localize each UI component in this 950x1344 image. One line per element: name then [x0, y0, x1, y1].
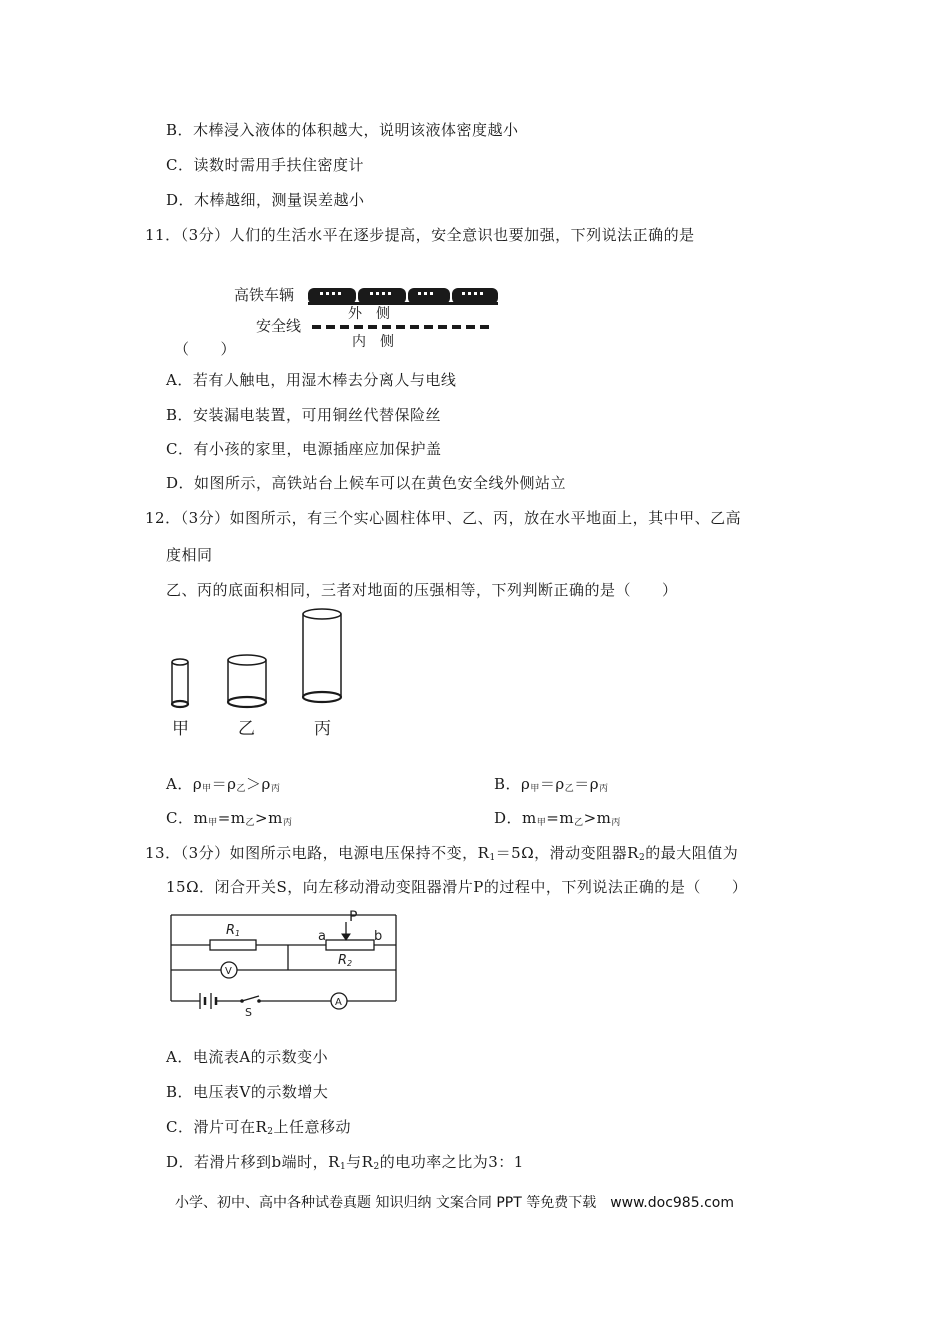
battery-icon [200, 993, 216, 1009]
q12-option-a: A．$\rho_甲=\rho_乙>\rho_丙$ [166, 775, 281, 794]
q11-answer-blank: （ ） [174, 340, 237, 358]
q12-option-d: D．$m_甲=m_乙>m_丙$ [494, 809, 621, 828]
cylinder-jia [172, 659, 188, 707]
resistor-r2 [326, 940, 374, 950]
voltmeter-label: V [225, 966, 232, 977]
q13-stem-line1: 13．（3分）如图所示电路，电源电压保持不变，$R_1=5\Omega$，滑动变阻器$R_2$的最大阻值为 [145, 844, 739, 863]
label-jia: 甲 [172, 719, 189, 739]
r2-label: R2 [338, 953, 353, 968]
train-label: 高铁车辆 [234, 286, 295, 304]
ammeter-label: A [335, 997, 342, 1008]
cylinder-bing [303, 609, 341, 702]
q10-option-c: C．读数时需用手扶住密度计 [166, 156, 364, 174]
q11-option-a: A．若有人触电，用湿木棒去分离人与电线 [166, 371, 457, 389]
q11-stem: 11．（3分）人们的生活水平在逐步提高，安全意识也要加强，下列说法正确的是 [145, 226, 695, 244]
a-label: a [318, 929, 326, 944]
q12-option-c: C．$m_甲=m_乙>m_丙$ [166, 809, 293, 828]
q13-option-b: B．电压表V的示数增大 [166, 1083, 329, 1101]
label-bing: 丙 [314, 719, 331, 739]
q10-option-d: D．木棒越细，测量误差越小 [166, 191, 365, 209]
b-label: b [374, 929, 383, 944]
resistor-r1 [210, 940, 256, 950]
r1-label: R1 [226, 923, 241, 938]
train-cars-icon [308, 288, 498, 305]
cylinder-yi [228, 655, 266, 707]
outer-side-label: 外 侧 [348, 306, 390, 322]
high-speed-rail-figure [230, 278, 510, 358]
q13-option-c: C．滑片可在$R_2$上任意移动 [166, 1118, 352, 1137]
q11-option-c: C．有小孩的家里，电源插座应加保护盖 [166, 440, 442, 458]
label-yi: 乙 [238, 719, 255, 739]
q10-option-b: B．木棒浸入液体的体积越大，说明该液体密度越小 [166, 121, 519, 139]
q12-stem-line3: 乙、丙的底面积相同，三者对地面的压强相等，下列判断正确的是（ ） [166, 581, 678, 599]
safety-line-label: 安全线 [256, 317, 302, 335]
q12-stem-line2: 度相同 [166, 546, 213, 564]
q12-stem-line1: 12．（3分）如图所示，有三个实心圆柱体甲、乙、丙，放在水平地面上，其中甲、乙高 [145, 509, 742, 527]
q13-option-d: D．若滑片移到b端时，$R_1$与$R_2$的电功率之比为3：1 [166, 1153, 524, 1172]
inner-side-label: 内 侧 [352, 334, 394, 350]
cylinders-figure [160, 608, 360, 743]
q11-option-b: B．安装漏电装置，可用铜丝代替保险丝 [166, 406, 442, 424]
q13-option-a: A．电流表A的示数变小 [166, 1048, 329, 1066]
switch-label: S [245, 1006, 252, 1016]
q11-option-d: D．如图所示，高铁站台上候车可以在黄色安全线外侧站立 [166, 474, 567, 492]
q12-option-b: B．$\rho_甲=\rho_乙=\rho_丙$ [494, 775, 609, 794]
page-footer: 小学、初中、高中各种试卷真题 知识归纳 文案合同 PPT 等免费下载 www.doc985.com [175, 1195, 734, 1211]
q13-stem-line2: 15Ω．闭合开关S，向左移动滑动变阻器滑片P的过程中，下列说法正确的是（ ） [166, 878, 748, 896]
circuit-diagram [166, 908, 401, 1016]
switch-icon [242, 996, 259, 1001]
p-label: P [349, 909, 358, 925]
